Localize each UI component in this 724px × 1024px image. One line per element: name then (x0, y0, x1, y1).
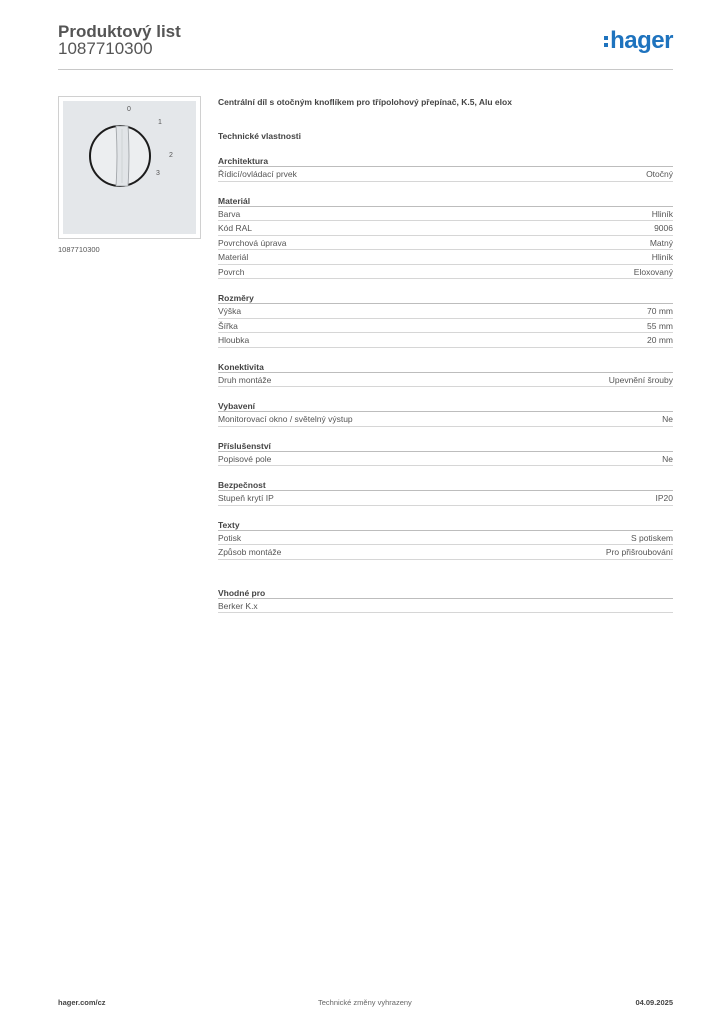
spec-value: S potiskem (630, 532, 673, 543)
spec-section (218, 519, 673, 560)
spec-row (218, 250, 673, 265)
spec-label: Hloubka (218, 335, 250, 345)
spec-label: Barva (218, 208, 241, 219)
spec-row (218, 412, 673, 427)
image-caption: 1087710300 (58, 245, 100, 254)
spec-content (218, 96, 673, 613)
hager-logo (604, 28, 673, 54)
dial-label-1: 1 (158, 119, 162, 126)
spec-value: Pro přišroubování (605, 547, 673, 557)
section-title: Vhodné pro (218, 587, 673, 599)
spec-section (218, 479, 673, 506)
spec-value: Otočný (646, 169, 673, 179)
spec-section (218, 292, 673, 348)
spec-row (218, 531, 673, 546)
section-title: Konektivita (218, 361, 673, 373)
spec-section (218, 195, 673, 280)
rotary-switch-illustration (59, 97, 200, 238)
spec-section (218, 155, 673, 182)
spec-label: Popisové pole (218, 453, 272, 464)
spec-row (218, 207, 673, 222)
spec-row (218, 373, 673, 388)
spec-label: Druh montáže (218, 374, 272, 385)
spec-label: Materiál (218, 252, 249, 262)
logo-wordmark: hager (610, 27, 673, 54)
spec-row (218, 491, 673, 506)
section-title: Rozměry (218, 292, 673, 304)
spec-row (218, 236, 673, 251)
spec-row (218, 452, 673, 467)
spec-value: Hliník (651, 208, 673, 219)
product-description: Centrální díl s otočným knoflíkem pro třípolohový přepínač, K.5, Alu elox (218, 97, 512, 107)
spec-label: Potisk (218, 532, 242, 543)
spec-section (218, 361, 673, 388)
spec-value: 70 mm (647, 306, 673, 316)
spec-sections (218, 155, 673, 560)
spec-label: Způsob montáže (218, 547, 282, 557)
spec-row (218, 221, 673, 236)
spec-label: Monitorovací okno / světelný výstup (218, 414, 353, 424)
spec-label: Řídicí/ovládací prvek (218, 169, 297, 179)
technical-properties-heading: Technické vlastnosti (218, 131, 301, 141)
spec-row (218, 167, 673, 182)
knob-grip (116, 126, 129, 186)
spec-value: 9006 (654, 223, 673, 233)
page-footer (58, 998, 673, 1010)
spec-value: Eloxovaný (633, 266, 673, 277)
dial-label-3: 3 (156, 170, 160, 177)
spec-value: Upevnění šrouby (608, 374, 673, 385)
section-title: Příslušenství (218, 440, 673, 452)
spec-label: Stupeň krytí IP (218, 493, 274, 503)
product-image (58, 96, 201, 239)
section-title: Materiál (218, 195, 673, 207)
spec-row (218, 319, 673, 334)
spec-row (218, 599, 673, 614)
spec-label: Povrchová úprava (218, 237, 287, 248)
spec-value: Hliník (651, 252, 673, 262)
spec-label: Výška (218, 306, 242, 316)
spec-value: IP20 (655, 493, 673, 503)
spec-row (218, 333, 673, 348)
spec-row (218, 304, 673, 319)
spec-label: Kód RAL (218, 223, 253, 233)
spec-row (218, 265, 673, 280)
spec-value: Ne (662, 414, 673, 424)
suitable-for-section (218, 587, 673, 614)
dial-label-0: 0 (127, 106, 131, 113)
section-title: Texty (218, 519, 673, 531)
product-code: 1087710300 (58, 39, 153, 58)
section-title: Vybavení (218, 400, 673, 412)
dial-label-2: 2 (169, 152, 173, 159)
page-header (58, 20, 673, 70)
spec-section (218, 440, 673, 467)
spec-value: Ne (662, 453, 673, 464)
spec-label: Povrch (218, 266, 245, 277)
footer-notice: Technické změny vyhrazeny (318, 998, 412, 1007)
section-title: Bezpečnost (218, 479, 673, 491)
spec-value: 55 mm (647, 320, 673, 331)
spec-value: Matný (649, 237, 673, 248)
section-title: Architektura (218, 155, 673, 167)
document-title: Produktový list (58, 22, 181, 41)
spec-label: Šířka (218, 320, 238, 331)
footer-date: 04.09.2025 (635, 998, 673, 1007)
spec-value: 20 mm (647, 335, 673, 345)
spec-section (218, 400, 673, 427)
footer-website: hager.com/cz (58, 998, 106, 1007)
logo-dots-icon (604, 36, 608, 47)
spec-row (218, 545, 673, 560)
spec-label: Berker K.x (218, 600, 258, 611)
